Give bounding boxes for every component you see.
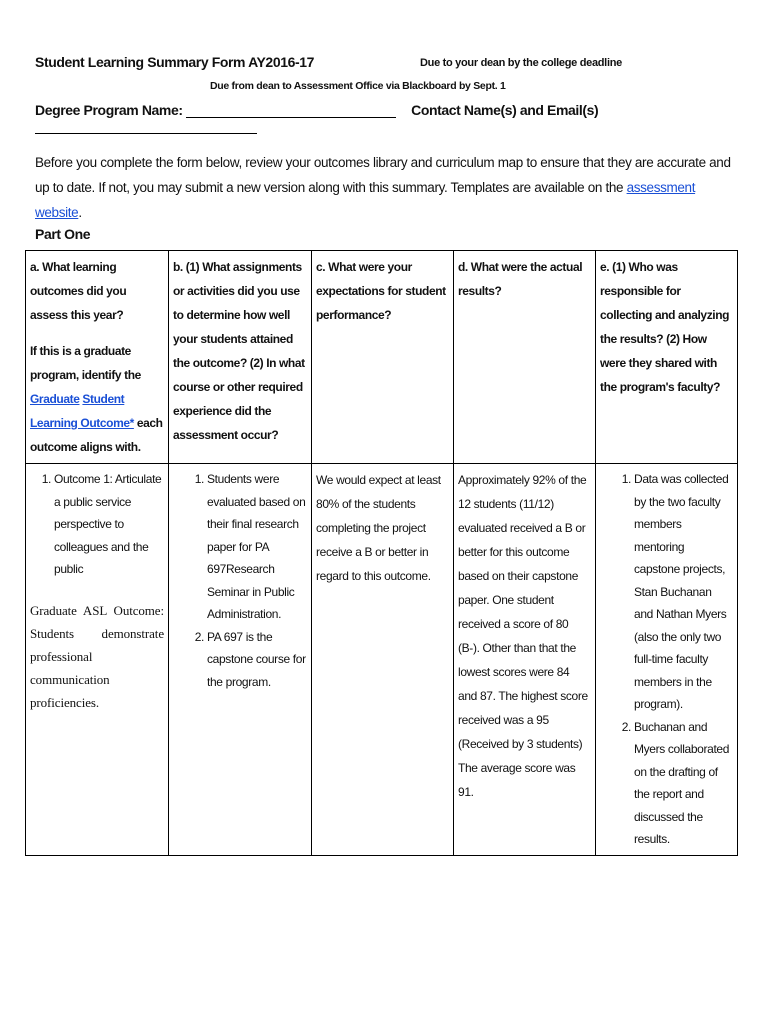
cell-c: We would expect at least 80% of the students completing the project receive a B or better in regard to this outcome. (312, 464, 454, 856)
list-item: 2. Buchanan and Myers collaborated on the drafting of the report and discussed the results. (634, 716, 733, 851)
intro-paragraph: Before you complete the form below, review your outcomes library and curriculum map to ensure that they are accurate and up to date. If not, you may submit a new version along with this summary. Templates are available on the assessment website. (35, 155, 731, 220)
cell-b (169, 464, 312, 856)
due-dean-note: Due to your dean by the college deadline (420, 57, 622, 69)
outcomes-table (25, 250, 738, 856)
form-title: Student Learning Summary Form AY2016-17 (35, 54, 315, 70)
list-item: 1. Data was collected by the two faculty members mentoring capstone projects, Stan Buchanan and Nathan Myers (also the only two full-time faculty members in the program). (634, 468, 733, 716)
header-c: c. What were your expectations for student performance? (312, 251, 454, 464)
student-learning-outcome-link[interactable]: Student Learning Outcome* (30, 392, 134, 430)
assessment-website-link[interactable]: assessment website (35, 180, 696, 220)
contact-field[interactable] (35, 119, 257, 134)
cell-e (596, 464, 738, 856)
table-header-row (26, 251, 738, 464)
header-d: d. What were the actual results? (454, 251, 596, 464)
header-a: a. What learning outcomes did you assess this year? If this is a graduate program, identify the Graduate Student Learning Outcome* each outcome aligns with. (26, 251, 169, 464)
program-contact-row: Degree Program Name: Contact Name(s) and Email(s) (35, 102, 735, 134)
degree-program-label: Degree Program Name (35, 102, 179, 118)
contact-label: Contact Name(s) and Email(s) (411, 102, 599, 118)
graduate-outcome-text: Graduate ASL Outcome: Students demonstrate professional communication proficiencies. (30, 602, 164, 710)
graduate-link[interactable]: Graduate (30, 392, 80, 406)
cell-d: Approximately 92% of the 12 students (11/12) evaluated received a B or better for this outcome based on their capstone paper. One student received a score of 80 (B-). Other than that the lowest scores were 84 and 87. The highest score received was a 95 (Received by 3 students) The average score was 91. (454, 464, 596, 856)
list-item: 2. PA 697 is the capstone course for the program. (207, 626, 307, 694)
list-item: 1. Outcome 1: Articulate a public service perspective to colleagues and the public (54, 468, 164, 581)
due-office-note: Due from dean to Assessment Office via Blackboard by Sept. 1 (210, 80, 506, 92)
header-e: e. (1) Who was responsible for collecting and analyzing the results? (2) How were they shared with the program's faculty? (596, 251, 738, 464)
degree-program-field[interactable] (186, 103, 396, 118)
list-item: 1. Students were evaluated based on their final research paper for PA 697Research Seminar in Public Administration. (207, 468, 307, 626)
table-row (26, 464, 738, 856)
header-b: b. (1) What assignments or activities did you use to determine how well your students attained the outcome? (2) In what course or other required experience did the assessment occur? (169, 251, 312, 464)
part-one-heading: Part One (35, 226, 91, 242)
cell-a (26, 464, 169, 856)
